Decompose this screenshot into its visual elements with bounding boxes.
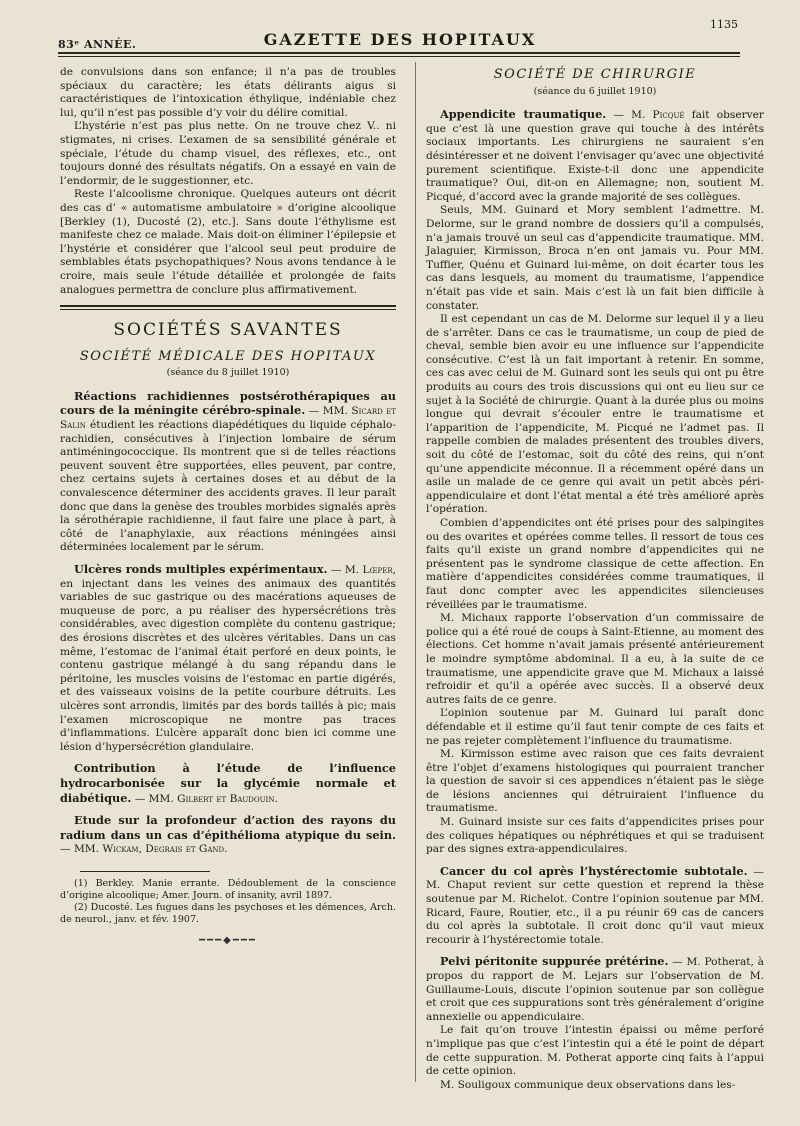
article-title: Appendicite traumatique. — [440, 107, 607, 122]
paragraph: Le fait qu’on trouve l’intestin épaissi ou même perforé n’implique pas que c’est l’intestin qui a été le point de départ de cette suppuration. M. Potherat apporte cinq faits à l’appui de cette opinion. — [426, 1024, 764, 1078]
paragraph: Reste l’alcoolisme chronique. Quelques auteurs ont décrit des cas d’ « automatisme ambulatoire » d’origine alcoolique [Berkley (1), Ducosté (2), etc.]. Sans doute l’éthylisme est manifeste chez ce malade. Mais doit-on éliminer l’épilepsie et l’hystérie et considérer que l’alcool seul peut produire de semblables états psychopathiques? Nous avons tendance à le croire, mais seule l’étude détaillée et prolongée de faits analogues permettra de conclure plus affirmativement. — [60, 188, 396, 296]
journal-title: GAZETTE DES HOPITAUX — [263, 30, 537, 49]
left-column — [60, 66, 396, 947]
paragraph: L’hystérie n’est pas plus nette. On ne trouve chez V.. ni stigmates, ni crises. L’examen de sa sensibilité générale et spéciale, l’étude du champ visuel, des réflexes, etc., ont toujours donné des résultats négatifs. On a essayé en vain de l’endormir, de le suggestionner, etc. — [60, 120, 396, 187]
paragraph: L’opinion soutenue par M. Guinard lui paraît donc défendable et il estime qu’il faut tenir compte de ces faits et ne pas rejeter complètement l’influence du traumatisme. — [426, 707, 764, 747]
footnote-rule — [80, 871, 210, 872]
column-divider — [415, 62, 416, 1082]
session-date: (séance du 8 juillet 1910) — [166, 367, 290, 379]
society-title: SOCIÉTÉ MÉDICALE DES HOPITAUX — [79, 348, 377, 364]
article-authors: — MM. Sicard et Salin — [60, 405, 396, 432]
article-title: Etude sur la profondeur d’action des rayons du radium dans un cas d’épithélioma atypique du sein. — [60, 813, 396, 842]
article-title: Ulcères ronds multiples expérimentaux. — [74, 562, 328, 576]
end-ornament: ━━━◆━━━ — [199, 934, 257, 946]
footnote: (2) Ducosté. Les fugues dans les psychoses et les démences, Arch. de neurol., janv. et fév. 1907. — [60, 901, 396, 925]
article-text: — M. Chaput revient sur cette question et reprend la thèse soutenue par M. Richelot. Contre l’opinion soutenue par MM. Ricard, Faure, Routier, etc., il a pu réunir 69 cas de cancers du col après la subtotale. Il croit donc qu’il vaut mieux recourir à l’hystérectomie totale. — [426, 865, 765, 946]
article — [426, 955, 764, 1024]
article — [60, 814, 396, 857]
article-text: étudient les réactions diapédétiques du liquide céphalo-rachidien, consécutives à l’injection lombaire de sérum antiméningococcique. Ils montrent que si de telles réactions peuvent souvent être supportées, elles peuvent, par contre, chez certains sujets à certaines doses et au début de la convalescence déterminer des accidents graves. Il leur paraît donc que dans la genèse des troubles morbides signalés après la sérothérapie rachidienne, il faut faire une place à part, à côté de l’anaphylaxie, aux réactions méningées ainsi déterminées localement par le sérum. — [60, 419, 396, 554]
society-title: SOCIÉTÉ DE CHIRURGIE — [493, 67, 697, 82]
article — [60, 563, 396, 754]
footnote: (1) Berkley. Manie errante. Dédoublement de la conscience d’origine alcoolique; Amer. Journ. of insanity, avril 1897. — [60, 877, 396, 901]
paragraph: M. Guinard insiste sur ces faits d’appendicites prises pour des coliques hépatiques ou néphrétiques et qui se traduisent par des signes extra-appendiculaires. — [426, 816, 764, 856]
section-rule — [60, 305, 396, 310]
article-text: en injectant dans les veines des animaux des quantités variables de suc gastrique ou des macérations aqueuses de muqueuse de porc, a pu réaliser des hypersécrétions très considérables, avec digestion complète du contenu gastrique; des érosions discrètes et des ulcères véritables. Dans un cas même, l’estomac de l’animal était perforé en deux points, le contenu gastrique mélangé à du sang répandu dans le péritoine, les muscles voisins de l’estomac en partie digérés, et des vaisseaux voisins de la petite courbure détruits. Les ulcères sont arrondis, limités par des bords taillés à pic; mais l’examen microscopique ne montre pas traces d’inflammations. L’ulcère apparaît donc bien ici comme une lésion d’hypersécrétion glandulaire. — [60, 577, 396, 753]
paragraph: de convulsions dans son enfance; il n’a pas de troubles spéciaux du caractère; les états délirants aigus si caractéristiques de l’intoxication éthylique, indéniable chez lui, qu’il n’est pas possible d’y voir du délire comitial. — [60, 66, 396, 119]
paragraph: Combien d’appendicites ont été prises pour des salpingites ou des ovarites et opérées comme telles. Il ressort de tous ces faits qu’il existe un grand nombre d’appendicites qui ne présentent pas le syndrome classique de cette affection. En matière d’appendicites considérées comme traumatiques, il faut donc compter avec les appendicites silencieuses réveillées par le traumatisme. — [426, 517, 764, 611]
article — [60, 390, 396, 555]
paragraph: M. Kirmisson estime avec raison que ces faits devraient être l’objet d’examens histologiques qui pourraient trancher la question de savoir si ces appendices n’étaient pas le siège de lésions anciennes qui détruiraient l’influence du traumatisme. — [426, 748, 764, 815]
article-title: Réactions rachidiennes postsérothérapiques au cours de la méningite cérébro-spinale. — [60, 388, 396, 418]
paragraph: M. Michaux rapporte l’observation d’un commissaire de police qui a été roué de coups à Saint-Etienne, au moment des élections. Cet homme n’avait jamais présenté antérieurement le moindre symptôme abdominal. Il a eu, à la suite de ce traumatisme, une appendicite grave que M. Michaux a laissé refroidir et qu’il a opérée avec succès. Il a observé deux autres faits de ce genre. — [426, 612, 764, 706]
right-column — [426, 64, 764, 1092]
article-authors: — MM. Gilbert et Baudouin. — [134, 792, 278, 805]
article-authors: — M. Picqué — [613, 109, 685, 122]
article-authors: — M. Lœper, — [330, 564, 397, 576]
article-text: — M. Potherat, à propos du rapport de M. Lejars sur l’observation de M. Guillaume-Louis, discute l’opinion soutenue par son collègue et croit que ces suppurations sont très généralement d’origine annexielle ou appendiculaire. — [426, 956, 764, 1023]
article-title: Cancer du col après l’hystérectomie subtotale. — [440, 863, 748, 878]
section-title: SOCIÉTÉS SAVANTES — [113, 320, 343, 341]
header-rule — [58, 52, 740, 57]
paragraph: Il est cependant un cas de M. Delorme sur lequel il y a lieu de s’arrêter. Dans ce cas le traumatisme, un coup de pied de cheval, semble bien avoir eu une influence sur l’appendicite consécutive. C’est là un fait important à retenir. En somme, ces cas avec celui de M. Guinard sont les seuls qui ont pu être produits au cours des trois discussions qui ont eu lieu sur ce sujet à la Société de chirurgie. Quant à la durée plus ou moins longue qui devrait s’écouler entre le traumatisme et l’apparition de l’appendicite, M. Picqué ne l’admet pas. Il rappelle combien de malades présentent des troubles divers, soit du côté de l’estomac, soit du côté des reins, qui n’ont qu’une appendicite méconnue. Il a récemment opéré dans un asile un malade de ce genre qui avait un petit abcès péri-appendiculaire et dont l’état mental a été très amélioré après l’opération. — [426, 313, 764, 516]
paragraph: M. Souligoux communique deux observations dans les- — [440, 1078, 736, 1091]
article — [426, 108, 764, 204]
article-authors: — MM. Wickam, Degrais et Gand. — [60, 843, 228, 856]
page-number: 1135 — [710, 18, 738, 31]
article-text: fait observer que c’est là une question grave qui touche à des intérêts sociaux importants. Les chirurgiens ne sauraient s’en désintéresser et ne doivent l’envisager qu’avec une objectivité purement scientifique. Existe-t-il donc une appendicite traumatique? Oui, dit-on en Allemagne; non, soutient M. Picqué, d’accord avec la grande majorité de ses collègues. — [426, 109, 764, 203]
article-title: Pelvi péritonite suppurée prétérine. — [440, 954, 669, 969]
article — [426, 865, 764, 948]
article — [60, 762, 396, 806]
volume-label: 83ᵉ ANNÉE. — [58, 38, 137, 51]
paragraph: Seuls, MM. Guinard et Mory semblent l’admettre. M. Delorme, sur le grand nombre de dossiers qu’il a compulsés, n’a jamais trouvé un seul cas d’appendicite traumatique. MM. Jalaguier, Kirmisson, Broca n’en ont jamais vu. Pour MM. Tuffier, Quénu et Guinard lui-même, on doit écarter tous les cas dans lesquels, au moment du traumatisme, l’appendice n’était pas vide et sain. Mais c’est là un fait bien difficile à constater. — [426, 204, 764, 312]
article-title: Contribution à l’étude de l’influence hydrocarbonisée sur la glycémie normale et diabétique. — [60, 761, 396, 805]
session-date: (séance du 6 juillet 1910) — [533, 85, 657, 97]
